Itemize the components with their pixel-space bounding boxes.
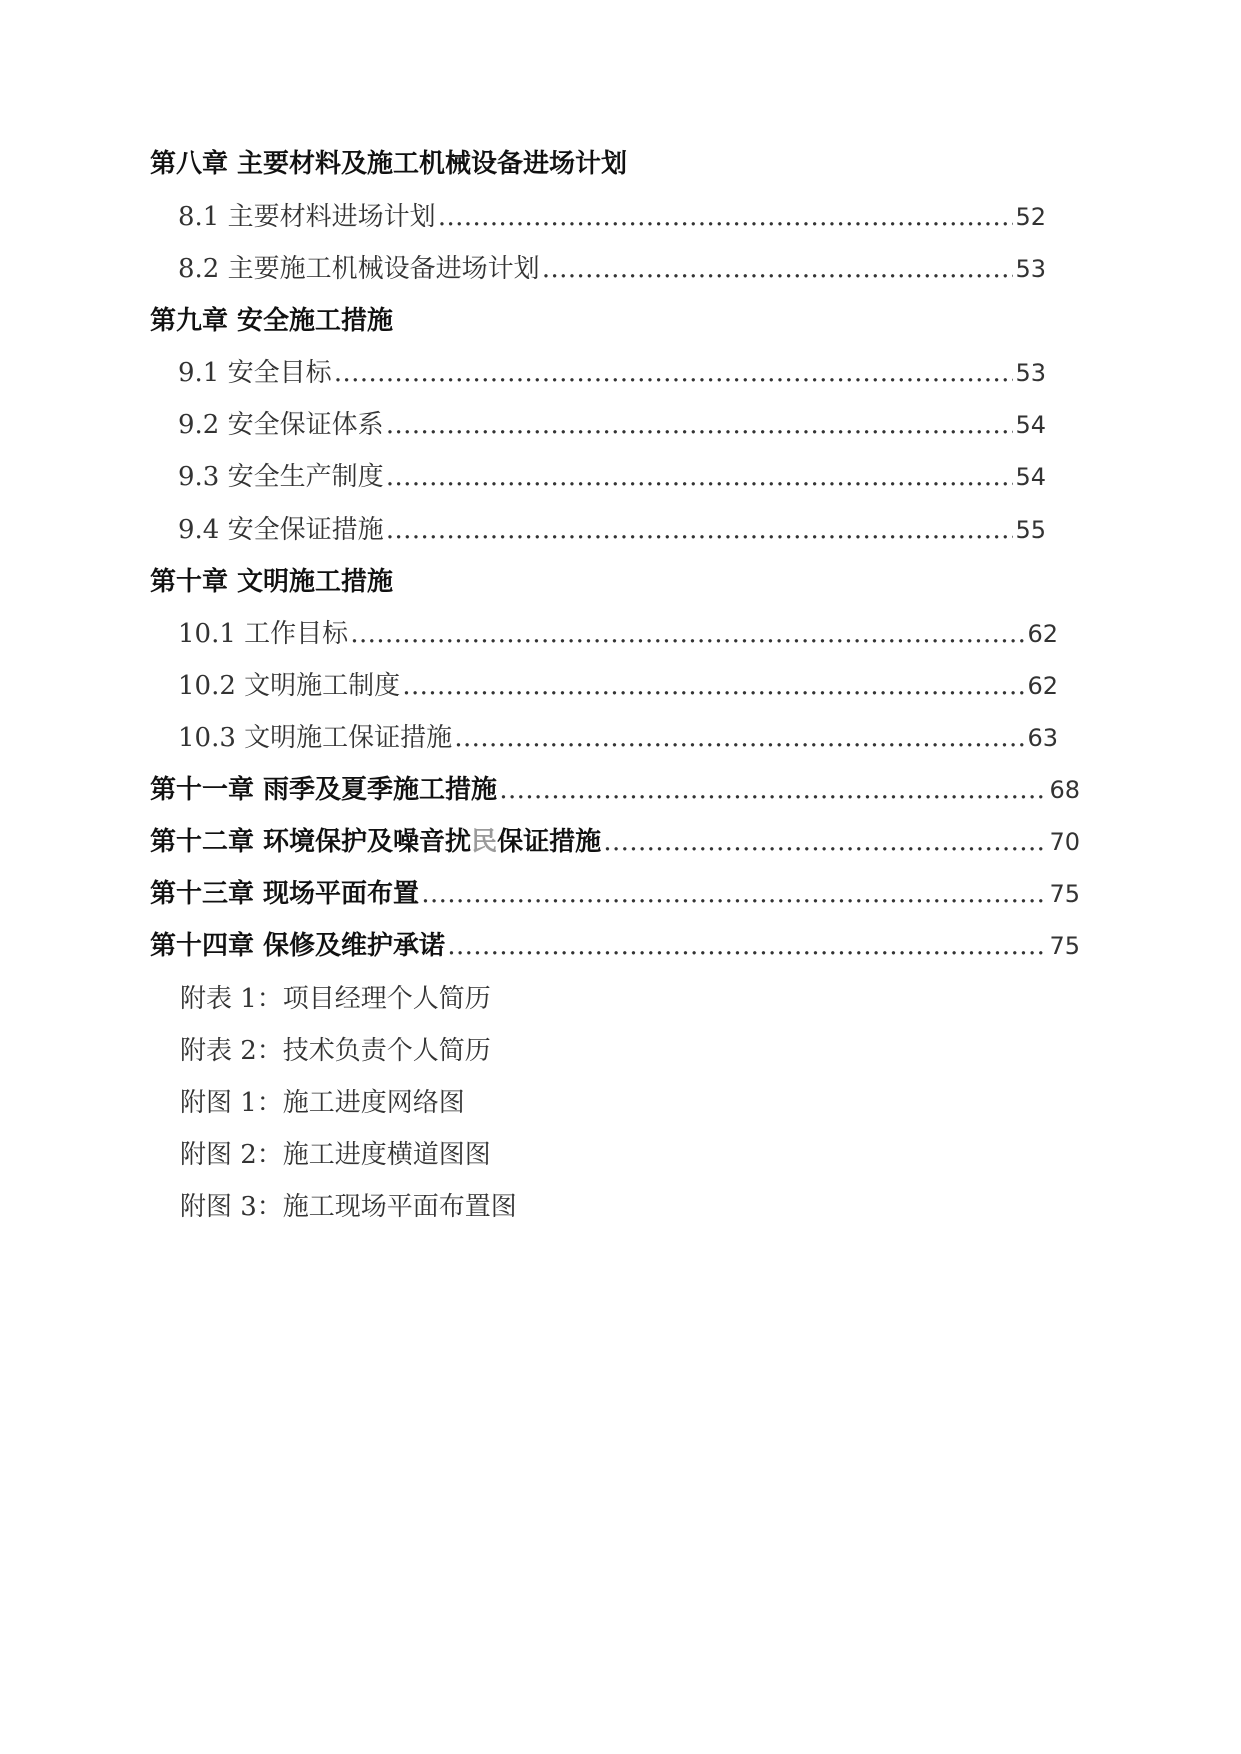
- appendix-item[interactable]: [180, 1031, 491, 1071]
- chapter-8-heading: [150, 144, 627, 184]
- entry-title: 10.3 文明施工保证措施: [178, 723, 453, 753]
- dot-leader: [386, 510, 1014, 550]
- chapter-title: 第九章 安全施工措施: [150, 306, 394, 336]
- toc-entry-chapter-13[interactable]: [150, 874, 1080, 914]
- appendix-item[interactable]: [180, 1135, 491, 1175]
- entry-title: 9.2 安全保证体系: [178, 410, 384, 440]
- entry-title: 8.1 主要材料进场计划: [178, 202, 436, 232]
- chapter-title: 第十四章 保修及维护承诺: [150, 931, 446, 961]
- page-number: 68: [1049, 776, 1080, 804]
- appendix-item[interactable]: [180, 1083, 465, 1123]
- dot-leader: [386, 405, 1014, 445]
- page-number: 54: [1015, 411, 1046, 439]
- toc-entry-chapter-12[interactable]: [150, 822, 1080, 862]
- chapter-title: 第八章 主要材料及施工机械设备进场计划: [150, 149, 628, 179]
- chapter-10-heading: [150, 562, 393, 602]
- toc-entry-10-3[interactable]: [178, 718, 1058, 758]
- entry-title: 8.2 主要施工机械设备进场计划: [178, 254, 540, 284]
- toc-entry-8-2[interactable]: [178, 249, 1046, 289]
- dot-leader: [402, 666, 1025, 706]
- entry-title: 10.2 文明施工制度: [178, 671, 401, 701]
- toc-entry-9-3[interactable]: [178, 457, 1046, 497]
- page-number: 63: [1027, 724, 1058, 752]
- toc-entry-9-2[interactable]: [178, 405, 1046, 445]
- page-number: 54: [1015, 463, 1046, 491]
- dot-leader: [447, 926, 1047, 966]
- page-number: 75: [1049, 880, 1080, 908]
- page-number: 75: [1049, 932, 1080, 960]
- appendix-item[interactable]: [180, 979, 491, 1019]
- dot-leader: [454, 718, 1025, 758]
- dot-leader: [421, 874, 1047, 914]
- page-number: 52: [1015, 203, 1046, 231]
- dot-leader: [386, 457, 1014, 497]
- chapter-title: 第十章 文明施工措施: [150, 567, 394, 597]
- entry-title: 9.1 安全目标: [178, 358, 332, 388]
- chapter-title-part: 保证措施: [497, 827, 602, 857]
- dot-leader: [499, 770, 1047, 810]
- page-number: 62: [1027, 672, 1058, 700]
- appendix-title: 附图 1：施工进度网络图: [180, 1088, 465, 1118]
- appendix-title: 附表 1：项目经理个人简历: [180, 984, 491, 1014]
- page-number: 53: [1015, 255, 1046, 283]
- appendix-title: 附图 3：施工现场平面布置图: [180, 1192, 517, 1222]
- toc-entry-9-1[interactable]: [178, 353, 1046, 393]
- appendix-title: 附表 2：技术负责个人简历: [180, 1036, 491, 1066]
- page-number: 62: [1027, 620, 1058, 648]
- toc-entry-chapter-11[interactable]: [150, 770, 1080, 810]
- appendix-title: 附图 2：施工进度横道图图: [180, 1140, 491, 1170]
- chapter-title-part: 第十二章 环境保护及噪音扰: [150, 827, 472, 857]
- dot-leader: [350, 614, 1025, 654]
- dot-leader: [603, 822, 1047, 862]
- page-number: 55: [1015, 516, 1046, 544]
- page-number: 70: [1049, 828, 1080, 856]
- dot-leader: [334, 353, 1014, 393]
- entry-title: 9.4 安全保证措施: [178, 515, 384, 545]
- entry-title: 9.3 安全生产制度: [178, 462, 384, 492]
- appendix-item[interactable]: [180, 1187, 517, 1227]
- toc-entry-10-1[interactable]: [178, 614, 1058, 654]
- page-number: 53: [1015, 359, 1046, 387]
- toc-entry-9-4[interactable]: [178, 510, 1046, 550]
- toc-entry-8-1[interactable]: [178, 197, 1046, 237]
- chapter-title: 第十三章 现场平面布置: [150, 879, 420, 909]
- dot-leader: [438, 197, 1014, 237]
- dot-leader: [542, 249, 1014, 289]
- entry-title: 10.1 工作目标: [178, 619, 349, 649]
- chapter-title-faded-char: 民: [471, 827, 498, 857]
- toc-entry-chapter-14[interactable]: [150, 926, 1080, 966]
- chapter-title: 第十一章 雨季及夏季施工措施: [150, 775, 498, 805]
- chapter-9-heading: [150, 301, 393, 341]
- toc-entry-10-2[interactable]: [178, 666, 1058, 706]
